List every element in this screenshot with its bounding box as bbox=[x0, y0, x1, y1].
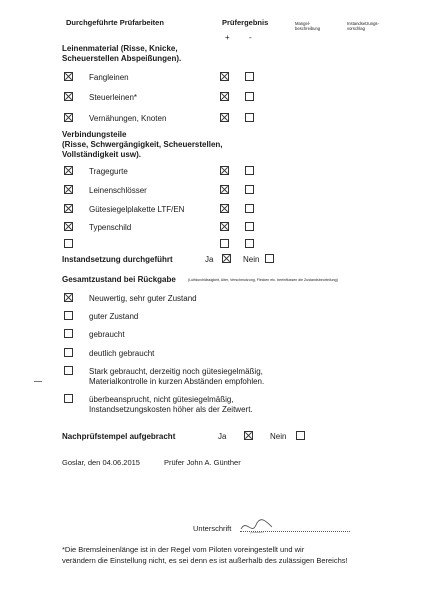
leinen-item-minus-checkbox[interactable] bbox=[245, 92, 254, 101]
leinen-section-title: Leinenmaterial (Risse, Knicke, Scheuerstellen Abspeißungen). bbox=[62, 44, 182, 63]
scan-mark bbox=[34, 381, 42, 382]
verbind-item-checkbox[interactable] bbox=[64, 166, 73, 175]
instandsetzung-ja-checkbox[interactable] bbox=[222, 254, 231, 263]
verbind-item-minus-checkbox[interactable] bbox=[245, 185, 254, 194]
instandsetzung-ja: Ja bbox=[205, 255, 214, 264]
verbind-item-label: Typenschild bbox=[89, 223, 132, 232]
verbind-item-minus-checkbox[interactable] bbox=[245, 222, 254, 231]
place-date: Goslar, den 04.06.2015 bbox=[62, 458, 140, 467]
instandsetzung-label: Instandsetzung durchgeführt bbox=[62, 255, 173, 264]
verbind-item-minus-checkbox[interactable] bbox=[245, 239, 254, 248]
verbind-item-plus-checkbox[interactable] bbox=[220, 239, 229, 248]
gesamt-option-label: überbeansprucht, nicht gütesiegelmäßig, Instandsetzungskosten höher als der Zeitwert. bbox=[89, 395, 253, 414]
stempel-nein: Nein bbox=[270, 432, 287, 441]
gesamt-option-label: deutlich gebraucht bbox=[89, 349, 155, 358]
verbind-item-plus-checkbox[interactable] bbox=[220, 185, 229, 194]
gesamt-option-checkbox[interactable] bbox=[64, 394, 73, 403]
gesamt-option-checkbox[interactable] bbox=[64, 311, 73, 320]
leinen-item-label: Steuerleinen* bbox=[89, 93, 138, 102]
gesamt-option-checkbox[interactable] bbox=[64, 329, 73, 338]
verbind-section-title: Verbindungsteile (Risse, Schwergängigkeit, Scheuerstellen, Vollständigkeit usw). bbox=[62, 130, 223, 159]
plus-label: + bbox=[225, 33, 230, 42]
col-mangel-header: Mangel- beschreibung bbox=[295, 21, 321, 31]
leinen-item-plus-checkbox[interactable] bbox=[220, 113, 229, 122]
gesamt-note: (Luftdurchlässigkeit, Alter, Verschmutzung, Flecken etc. beeinflussen die Zustandsbeurteilung) bbox=[188, 278, 338, 282]
stempel-ja-checkbox[interactable] bbox=[244, 431, 253, 440]
verbind-item-checkbox[interactable] bbox=[64, 239, 73, 248]
leinen-item-label: Fangleinen bbox=[89, 73, 129, 82]
verbind-item-minus-checkbox[interactable] bbox=[245, 204, 254, 213]
leinen-item-minus-checkbox[interactable] bbox=[245, 72, 254, 81]
verbind-item-label: Gütesiegelplakette LTF/EN bbox=[89, 205, 185, 214]
gesamt-option-label: gebraucht bbox=[89, 330, 125, 339]
leinen-item-checkbox[interactable] bbox=[64, 92, 73, 101]
verbind-item-label: Tragegurte bbox=[89, 167, 128, 176]
instandsetzung-nein-checkbox[interactable] bbox=[265, 254, 274, 263]
stempel-ja: Ja bbox=[218, 432, 227, 441]
instandsetzung-nein: Nein bbox=[243, 255, 260, 264]
leinen-item-checkbox[interactable] bbox=[64, 72, 73, 81]
stempel-label: Nachprüfstempel aufgebracht bbox=[62, 432, 176, 441]
leinen-item-minus-checkbox[interactable] bbox=[245, 113, 254, 122]
gesamt-option-label: Stark gebraucht, derzeitig noch gütesiegelmäßig, Materialkontrolle in kurzen Abständen empfohlen. bbox=[89, 367, 265, 386]
col-instand-header: Instandsetzungs- vorschlag bbox=[347, 21, 379, 31]
page-title: Durchgeführte Prüfarbeiten bbox=[66, 18, 164, 27]
unterschrift-label: Unterschrift bbox=[193, 524, 232, 533]
signature-mark bbox=[238, 515, 278, 537]
leinen-item-plus-checkbox[interactable] bbox=[220, 72, 229, 81]
gesamt-option-label: guter Zustand bbox=[89, 312, 139, 321]
minus-label: - bbox=[249, 33, 252, 42]
gesamt-option-label: Neuwertig, sehr guter Zustand bbox=[89, 294, 197, 303]
verbind-item-label: Leinenschlösser bbox=[89, 186, 147, 195]
result-title: Prüfergebnis bbox=[222, 18, 269, 27]
gesamt-title: Gesamtzustand bei Rückgabe bbox=[62, 275, 176, 284]
verbind-item-plus-checkbox[interactable] bbox=[220, 166, 229, 175]
verbind-item-checkbox[interactable] bbox=[64, 185, 73, 194]
verbind-item-minus-checkbox[interactable] bbox=[245, 166, 254, 175]
leinen-item-plus-checkbox[interactable] bbox=[220, 92, 229, 101]
footer-note: *Die Bremsleinenlänge ist in der Regel vom Piloten voreingestellt und wir verändern die Einstellung nicht, es sei denn es ist außerhalb des zulässigen Bereichs! bbox=[62, 545, 348, 565]
verbind-item-plus-checkbox[interactable] bbox=[220, 204, 229, 213]
gesamt-option-checkbox[interactable] bbox=[64, 293, 73, 302]
gesamt-option-checkbox[interactable] bbox=[64, 366, 73, 375]
gesamt-option-checkbox[interactable] bbox=[64, 348, 73, 357]
leinen-item-checkbox[interactable] bbox=[64, 113, 73, 122]
verbind-item-plus-checkbox[interactable] bbox=[220, 222, 229, 231]
verbind-item-checkbox[interactable] bbox=[64, 222, 73, 231]
pruefer-name: Prüfer John A. Günther bbox=[164, 458, 241, 467]
verbind-item-checkbox[interactable] bbox=[64, 204, 73, 213]
stempel-nein-checkbox[interactable] bbox=[296, 431, 305, 440]
leinen-item-label: Vernähungen, Knoten bbox=[89, 114, 167, 123]
